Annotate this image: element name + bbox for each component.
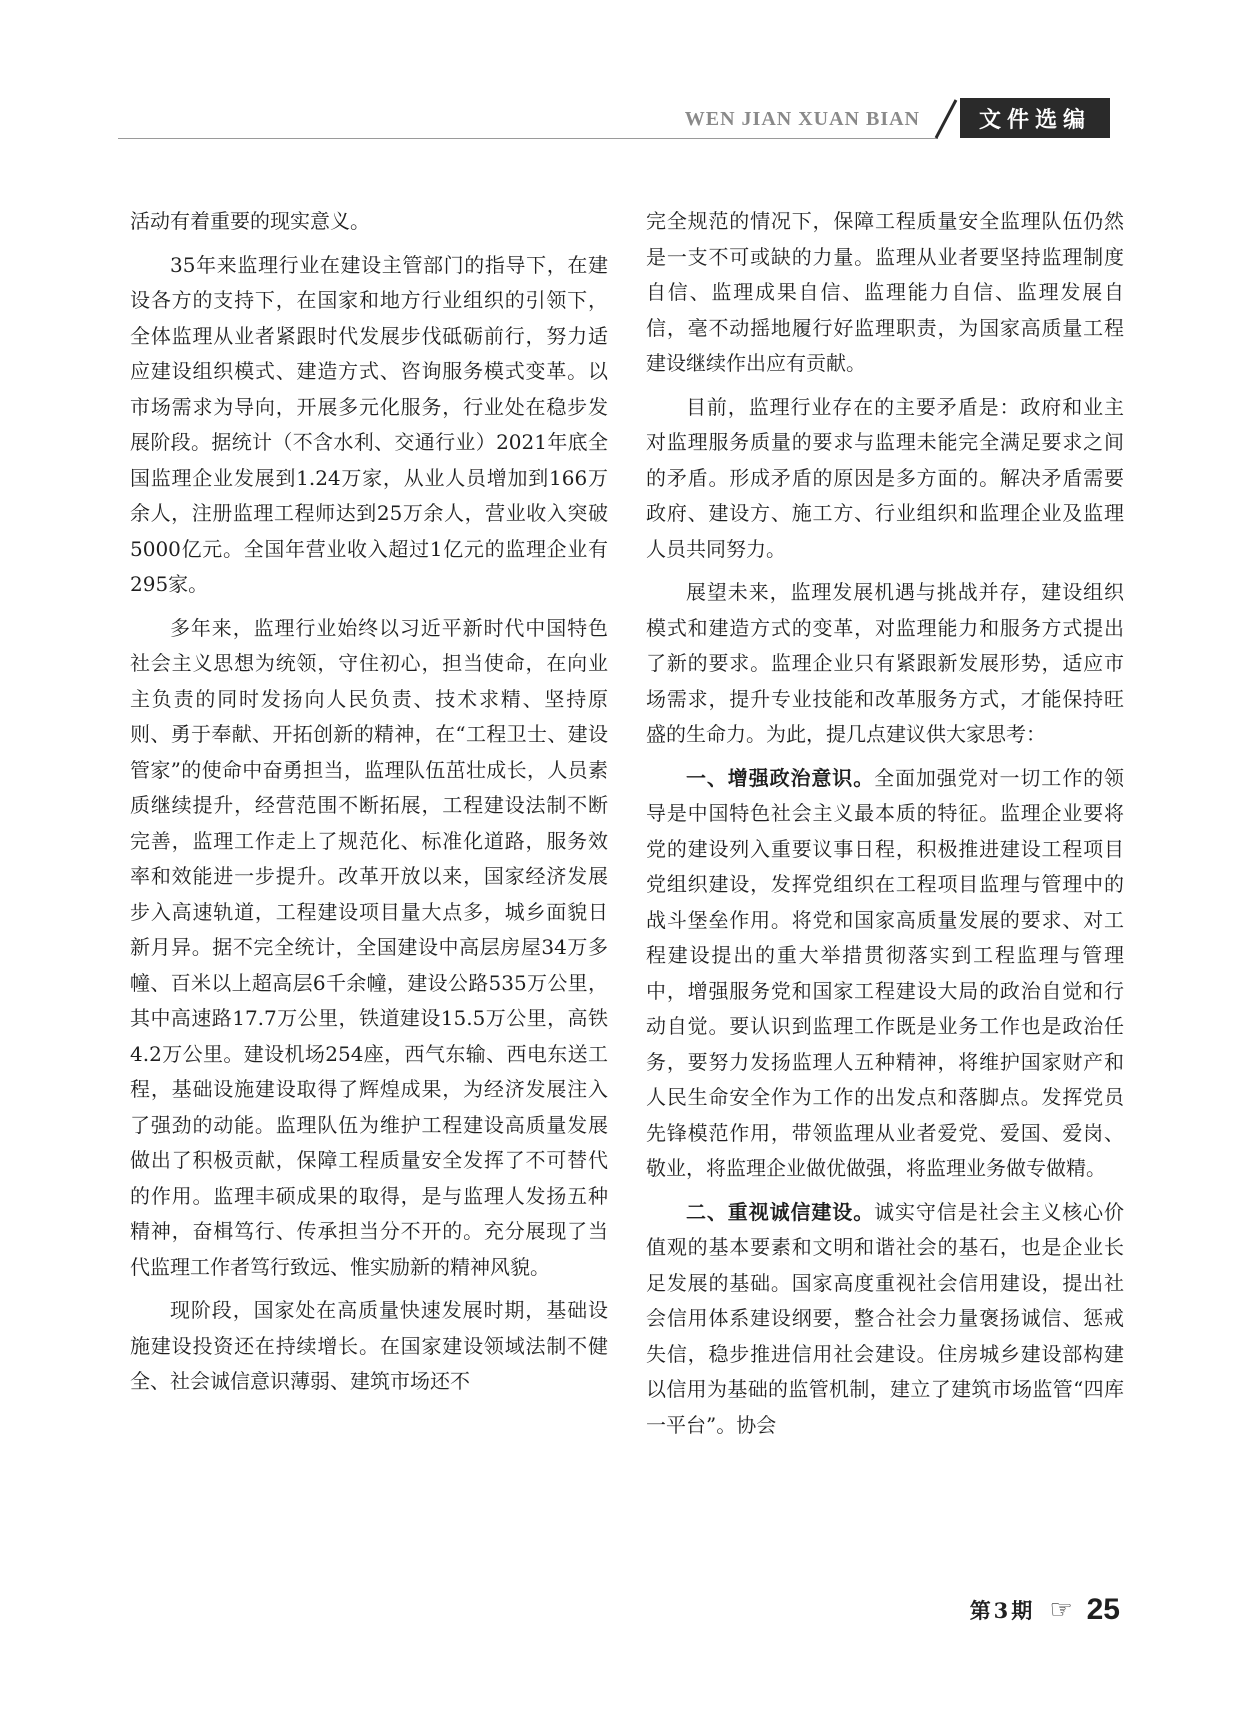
- page-number: 25: [1086, 1593, 1120, 1626]
- paragraph-text: 全面加强党对一切工作的领导是中国特色社会主义最本质的特征。监理企业要将党的建设列入重要议事日程，积极推进建设工程项目党组织建设，发挥党组织在工程项目监理与管理中的战斗堡垒作用。将党和国家高质量发展的要求、对工程建设提出的重大举措贯彻落实到工程监理与管理中，增强服务党和国家工程建设大局的政治自觉和行动自觉。要认识到监理工作既是业务工作也是政治任务，要努力发扬监理人五种精神，将维护国家财产和人民生命安全作为工作的出发点和落脚点。发挥党员先锋模范作用，带领监理从业者爱党、爱国、爱岗、敬业，将监理企业做优做强，将监理业务做专做精。: [646, 765, 1125, 1180]
- paragraph-heading: 一、增强政治意识。: [686, 765, 875, 790]
- paragraph: [646, 390, 1124, 568]
- paragraph: 活动有着重要的现实意义。: [130, 209, 370, 233]
- section-title-en: WEN JIAN XUAN BIAN: [684, 108, 920, 130]
- paragraph: 现阶段，国家处在高质量快速发展时期，基础设施建设投资还在持续增长。在国家建设领域法制不健全、社会诚信意识薄弱、建筑市场还不: [130, 1298, 608, 1393]
- paragraph-text: 完全规范的情况下，保障工程质量安全监理队伍仍然是一支不可或缺的力量。监理从业者要坚持监理制度自信、监理成果自信、监理能力自信、监理发展自信，毫不动摇地履行好监理职责，为国家高质量工程建设继续作出应有贡献。: [646, 209, 1124, 375]
- header-slash-decoration: [932, 96, 960, 142]
- right-column: [646, 204, 1124, 1443]
- paragraph-heading: 二、重视诚信建设。: [686, 1199, 875, 1224]
- paragraph-text: 目前，监理行业存在的主要矛盾是：政府和业主对监理服务质量的要求与监理未能完全满足要求之间的矛盾。形成矛盾的原因是多方面的。解决矛盾需要政府、建设方、施工方、行业组织和监理企业及监理人员共同努力。: [646, 394, 1124, 561]
- paragraph-text: 展望未来，监理发展机遇与挑战并存，建设组织模式和建造方式的变革，对监理能力和服务方式提出了新的要求。监理企业只有紧跟新发展形势，适应市场需求，提升专业技能和改革服务方式，才能保持旺盛的生命力。为此，提几点建议供大家思考：: [646, 580, 1124, 746]
- left-column: [130, 204, 608, 1400]
- paragraph-text: 诚实守信是社会主义核心价值观的基本要素和文明和谐社会的基石，也是企业长足发展的基础。国家高度重视社会信用建设，提出社会信用体系建设纲要，整合社会力量褒扬诚信、惩戒失信，稳步推进信用社会建设。住房城乡建设部构建以信用为基础的监管机制，建立了建筑市场监管“四库一平台”。协会: [646, 1199, 1125, 1437]
- paragraph: [646, 761, 1124, 1187]
- issue-label: 第3期: [969, 1598, 1036, 1623]
- paragraph: [646, 204, 1124, 382]
- paragraph: [646, 575, 1124, 753]
- paragraph: 35年来监理行业在建设主管部门的指导下，在建设各方的支持下，在国家和地方行业组织的引领下，全体监理从业者紧跟时代发展步伐砥砺前行，努力适应建设组织模式、建造方式、咨询服务模式变革。以市场需求为导向，开展多元化服务，行业处在稳步发展阶段。据统计（不含水利、交通行业）2021年底全国监理企业发展到1.24万家，从业人员增加到166万余人，注册监理工程师达到25万余人，营业收入突破5000亿元。全国年营业收入超过1亿元的监理企业有295家。: [130, 252, 608, 596]
- page-footer: [880, 1593, 1120, 1627]
- header-rule: [118, 138, 938, 139]
- pointing-hand-icon: ☞: [1049, 1595, 1073, 1625]
- section-title-zh: 文件选编: [960, 98, 1110, 138]
- paragraph: 多年来，监理行业始终以习近平新时代中国特色社会主义思想为统领，守住初心，担当使命，在向业主负责的同时发扬向人民负责、技术求精、坚持原则、勇于奉献、开拓创新的精神，在“工程卫士、建设管家”的使命中奋勇担当，监理队伍茁壮成长，人员素质继续提升，经营范围不断拓展，工程建设法制不断完善，监理工作走上了规范化、标准化道路，服务效率和效能进一步提升。改革开放以来，国家经济发展步入高速轨道，工程建设项目量大点多，城乡面貌日新月异。据不完全统计，全国建设中高层房屋34万多幢、百米以上超高层6千余幢，建设公路535万公里，其中高速路17.7万公里，铁道建设15.5万公里，高铁4.2万公里。建设机场254座，西气东输、西电东送工程，基础设施建设取得了辉煌成果，为经济发展注入了强劲的动能。监理队伍为维护工程建设高质量发展做出了积极贡献，保障工程质量安全发挥了不可替代的作用。监理丰硕成果的取得，是与监理人发扬五种精神，奋楫笃行、传承担当分不开的。充分展现了当代监理工作者笃行致远、惟实励新的精神风貌。: [130, 615, 608, 1279]
- paragraph: [646, 1195, 1124, 1444]
